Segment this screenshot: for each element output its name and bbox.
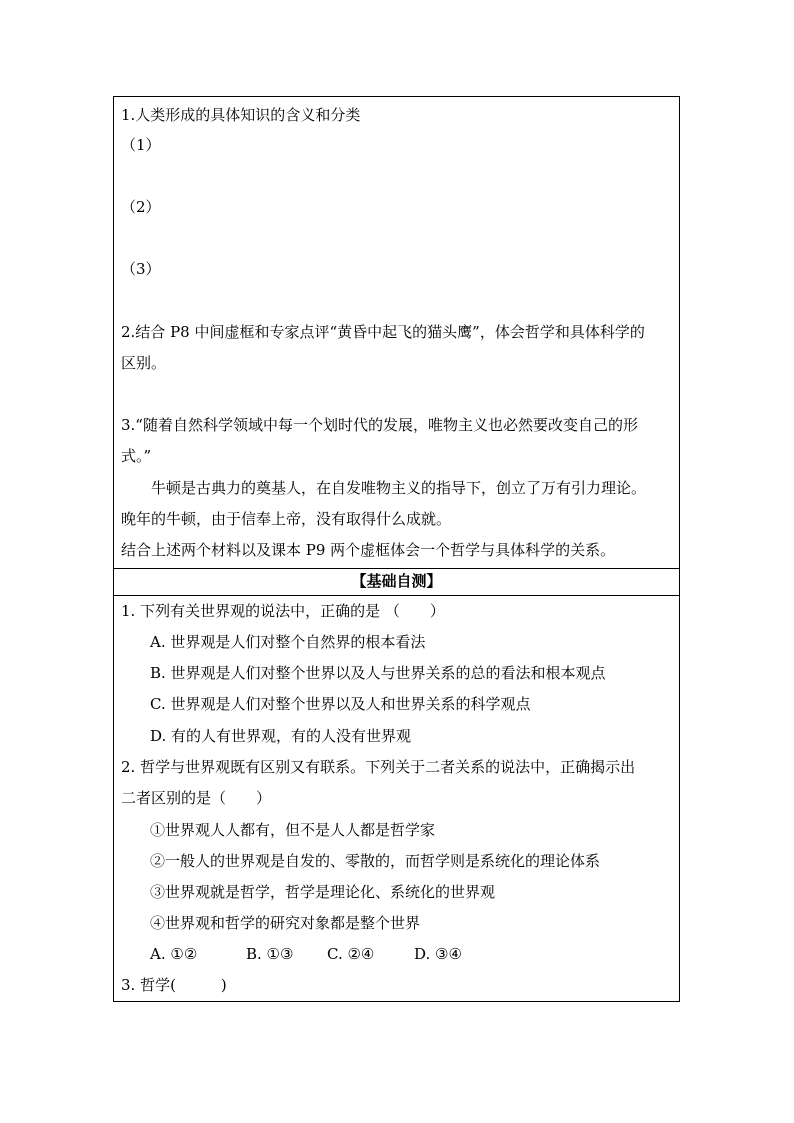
q1-title: 1.人类形成的具体知识的含义和分类	[121, 106, 361, 124]
quiz-q2-stem-2: 二者区别的是（ ）	[121, 789, 272, 807]
q2-line-1: 2.结合 P8 中间虚框和专家点评“黄昏中起飞的猫头鹰”，体会哲学和具体科学的	[121, 323, 645, 341]
quiz-q2-choice-a: A. ①②	[150, 945, 198, 963]
quiz-q3-stem: 3. 哲学( )	[121, 976, 227, 994]
quiz-cell	[114, 596, 679, 1001]
q2-line-2: 区别。	[121, 354, 167, 372]
quiz-q2-choice-d: D. ③④	[414, 945, 462, 963]
q1-item-1: （1）	[121, 136, 161, 154]
quiz-q2-choice-c: C. ②④	[327, 945, 375, 963]
section-heading: 【基础自测】	[351, 572, 442, 590]
quiz-q2-item-1: ①世界观人人都有，但不是人人都是哲学家	[150, 821, 436, 839]
q3-line-5: 结合上述两个材料以及课本 P9 两个虚框体会一个哲学与具体科学的关系。	[121, 541, 616, 559]
q3-line-2: 式。”	[121, 447, 152, 465]
q1-item-2: （2）	[121, 198, 161, 216]
quiz-q1-option-b: B. 世界观是人们对整个世界以及人与世界关系的总的看法和根本观点	[150, 664, 606, 682]
inquiry-cell	[114, 97, 679, 569]
quiz-q2-stem-1: 2. 哲学与世界观既有区别又有联系。下列关于二者关系的说法中，正确揭示出	[121, 758, 636, 776]
quiz-q1-option-c: C. 世界观是人们对整个世界以及人和世界关系的科学观点	[150, 695, 531, 713]
quiz-q1-option-a: A. 世界观是人们对整个自然界的根本看法	[150, 633, 426, 651]
worksheet-table	[113, 96, 680, 1002]
q3-line-4: 晚年的牛顿，由于信奉上帝，没有取得什么成就。	[121, 510, 452, 528]
q3-line-3: 牛顿是古典力的奠基人，在自发唯物主义的指导下，创立了万有引力理论。	[151, 479, 647, 497]
q3-line-1: 3.“随着自然科学领域中每一个划时代的发展，唯物主义也必然要改变自己的形	[121, 416, 638, 434]
quiz-q2-item-4: ④世界观和哲学的研究对象都是整个世界	[150, 914, 421, 932]
section-heading-cell	[114, 568, 679, 596]
quiz-q1-option-d: D. 有的人有世界观，有的人没有世界观	[150, 727, 412, 745]
quiz-q1-stem: 1. 下列有关世界观的说法中，正确的是 （ ）	[121, 602, 445, 620]
quiz-q2-item-2: ②一般人的世界观是自发的、零散的，而哲学则是系统化的理论体系	[150, 852, 601, 870]
quiz-q2-choice-b: B. ①③	[246, 945, 294, 963]
quiz-q2-item-3: ③世界观就是哲学，哲学是理论化、系统化的世界观	[150, 883, 496, 901]
q1-item-3: （3）	[121, 260, 161, 278]
